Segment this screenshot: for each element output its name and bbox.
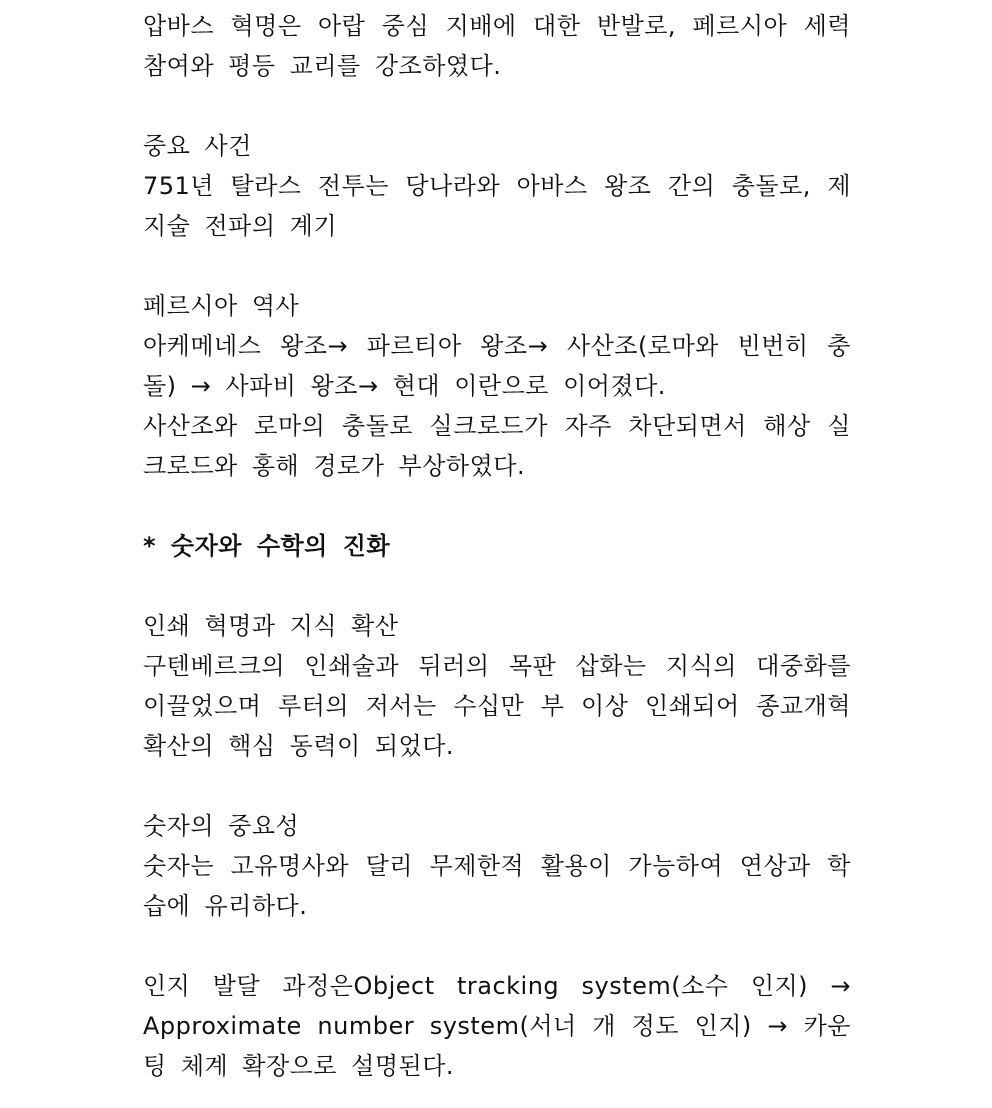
event-heading: 중요 사건 bbox=[143, 132, 252, 160]
persia-heading: 페르시아 역사 bbox=[143, 292, 300, 320]
section-heading: * 숫자와 수학의 진화 bbox=[143, 532, 391, 560]
spacer bbox=[143, 766, 851, 806]
spacer bbox=[143, 486, 851, 526]
spacer bbox=[143, 246, 851, 286]
spacer bbox=[143, 86, 851, 126]
document-body bbox=[143, 6, 851, 1086]
spacer bbox=[143, 566, 851, 606]
number-heading: 숫자의 중요성 bbox=[143, 812, 300, 840]
spacer bbox=[143, 926, 851, 966]
persia-paragraph-2: 사산조와 로마의 충돌로 실크로드가 자주 차단되면서 해상 실크로드와 홍해 경로가 부상하였다. bbox=[143, 412, 851, 480]
event-paragraph: 751년 탈라스 전투는 당나라와 아바스 왕조 간의 충돌로, 제지술 전파의 계기 bbox=[143, 172, 851, 240]
print-heading: 인쇄 혁명과 지식 확산 bbox=[143, 612, 399, 640]
cognition-paragraph: 인지 발달 과정은Object tracking system(소수 인지) → Approximate number system(서너 개 정도 인지) → 카운팅 체계 확장으로 설명된다. bbox=[143, 972, 851, 1080]
print-paragraph: 구텐베르크의 인쇄술과 뒤러의 목판 삽화는 지식의 대중화를 이끌었으며 루터의 저서는 수십만 부 이상 인쇄되어 종교개혁 확산의 핵심 동력이 되었다. bbox=[143, 652, 851, 760]
number-paragraph: 숫자는 고유명사와 달리 무제한적 활용이 가능하여 연상과 학습에 유리하다. bbox=[143, 852, 851, 920]
abbasid-paragraph: 압바스 혁명은 아랍 중심 지배에 대한 반발로, 페르시아 세력 참여와 평등 교리를 강조하였다. bbox=[143, 12, 851, 80]
persia-paragraph-1: 아케메네스 왕조→ 파르티아 왕조→ 사산조(로마와 빈번히 충돌) → 사파비 왕조→ 현대 이란으로 이어졌다. bbox=[143, 332, 851, 400]
